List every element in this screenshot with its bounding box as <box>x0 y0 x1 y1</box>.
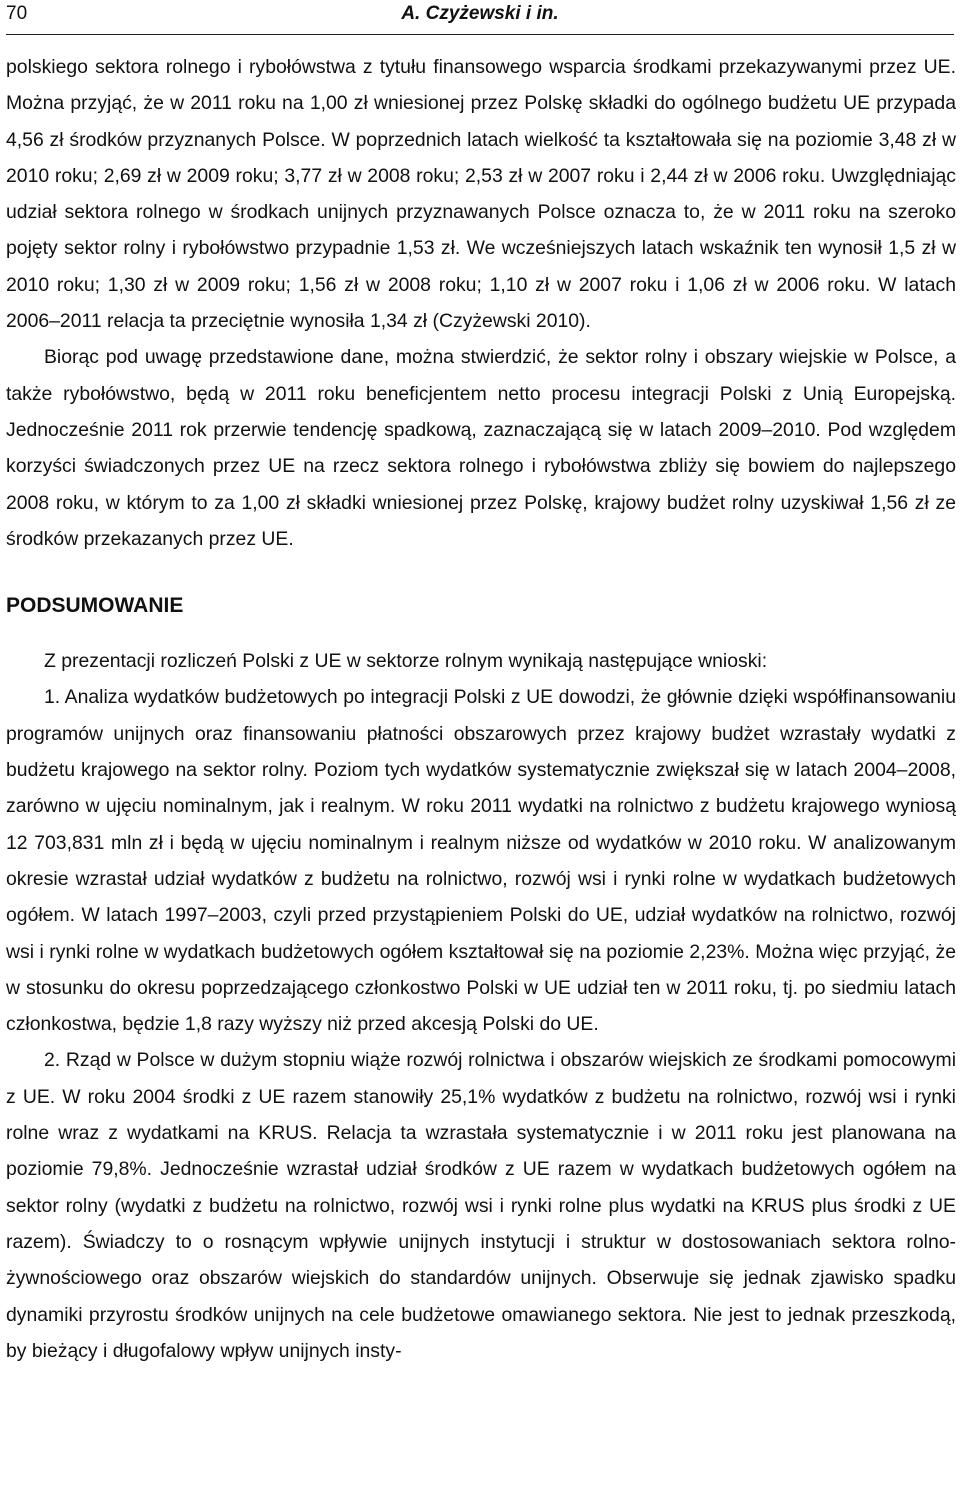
summary-intro: Z prezentacji rozliczeń Polski z UE w sektorze rolnym wynikają następujące wnioski: <box>44 650 768 673</box>
running-head: A. Czyżewski i in. <box>401 3 559 24</box>
conclusion-item: 1. Analiza wydatków budżetowych po integracji Polski z UE dowodzi, że głównie dzięki współfinansowaniu programów unijnych oraz finansowaniu płatności obszarowych przez krajowy budżet wzrastały wydatki z budżetu krajowego na sektor rolny. Poziom tych wydatków systematycznie zwiększał się w latach 2004–2008, zarówno w ujęciu nominalnym, jak i realnym. W roku 2011 wydatki na rolnictwo z budżetu krajowego wyniosą 12 703,831 mln zł i będą w ujęciu nominalnym i realnym niższe od wydatków w 2010 roku. W analizowanym okresie wzrastał udział wydatków z budżetu na rolnictwo, rozwój wsi i rynki rolne w wydatkach budżetowych ogółem. W latach 1997–2003, czyli przed przystąpieniem Polski do UE, udział wydatków na rolnictwo, rozwój wsi i rynki rolne w wydatkach budżetowych ogółem kształtował się na poziomie 2,23%. Można więc przyjąć, że w stosunku do okresu poprzedzającego członkostwo Polski w UE udział ten w 2011 roku, tj. po siedmiu latach członkostwa, będzie 1,8 razy wyższy niż przed akcesją Polski do UE. <box>6 686 956 1036</box>
page-body <box>6 49 956 1369</box>
page-number: 70 <box>6 3 28 24</box>
body-paragraph: Biorąc pod uwagę przedstawione dane, można stwierdzić, że sektor rolny i obszary wiejskie w Polsce, a także rybołówstwo, będą w 2011 roku beneficjentem netto procesu integracji Polski z Unią Europejską. Jednocześnie 2011 rok przerwie tendencję spadkową, zaznaczającą się w latach 2009–2010. Pod względem korzyści świadczonych przez UE na rzecz sektora rolnego i rybołówstwa zbliży się bowiem do najlepszego 2008 roku, w którym to za 1,00 zł składki wniesionej przez Polskę, krajowy budżet rolny uzyskiwał 1,56 zł ze środków przekazanych przez UE. <box>6 346 956 550</box>
section-heading: PODSUMOWANIE <box>6 594 184 618</box>
body-paragraph: polskiego sektora rolnego i rybołówstwa z tytułu finansowego wsparcia środkami przekazywanymi przez UE. Można przyjąć, że w 2011 roku na 1,00 zł wniesionej przez Polskę składki do ogólnego budżetu UE przypada 4,56 zł środków przyznanych Polsce. W poprzednich latach wielkość ta kształtowała się na poziomie 3,48 zł w 2010 roku; 2,69 zł w 2009 roku; 3,77 zł w 2008 roku; 2,53 zł w 2007 roku i 2,44 zł w 2006 roku. Uwzględniając udział sektora rolnego w środkach unijnych przyznawanych Polsce oznacza to, że w 2011 roku na szeroko pojęty sektor rolny i rybołówstwo przypadnie 1,53 zł. We wcześniejszych latach wskaźnik ten wynosił 1,5 zł w 2010 roku; 1,30 zł w 2009 roku; 1,56 zł w 2008 roku; 1,10 zł w 2007 roku i 1,06 zł w 2006 roku. W latach 2006–2011 relacja ta przeciętnie wynosiła 1,34 zł (Czyżewski 2010). <box>6 56 956 333</box>
conclusion-item: 2. Rząd w Polsce w dużym stopniu wiąże rozwój rolnictwa i obszarów wiejskich ze środkami pomocowymi z UE. W roku 2004 środki z UE razem stanowiły 25,1% wydatków z budżetu na rolnictwo, rozwój wsi i rynki rolne wraz z wydatkami na KRUS. Relacja ta wzrastała systematycznie i w 2011 roku jest planowana na poziomie 79,8%. Jednocześnie wzrastał udział środków z UE razem w wydatkach budżetowych ogółem na sektor rolny (wydatki z budżetu na rolnictwo, rozwój wsi i rynki rolne plus wydatki na KRUS plus środki z UE razem). Świadczy to o rosnącym wpływie unijnych instytucji i struktur w dostosowaniach sektora rolno-żywnościowego oraz obszarów wiejskich do standardów unijnych. Obserwuje się jednak zjawisko spadku dynamiki przyrostu środków unijnych na cele budżetowe omawianego sektora. Nie jest to jednak przeszkodą, by bieżący i długofalowy wpływ unijnych insty- <box>6 1049 956 1362</box>
page-header <box>6 0 954 35</box>
